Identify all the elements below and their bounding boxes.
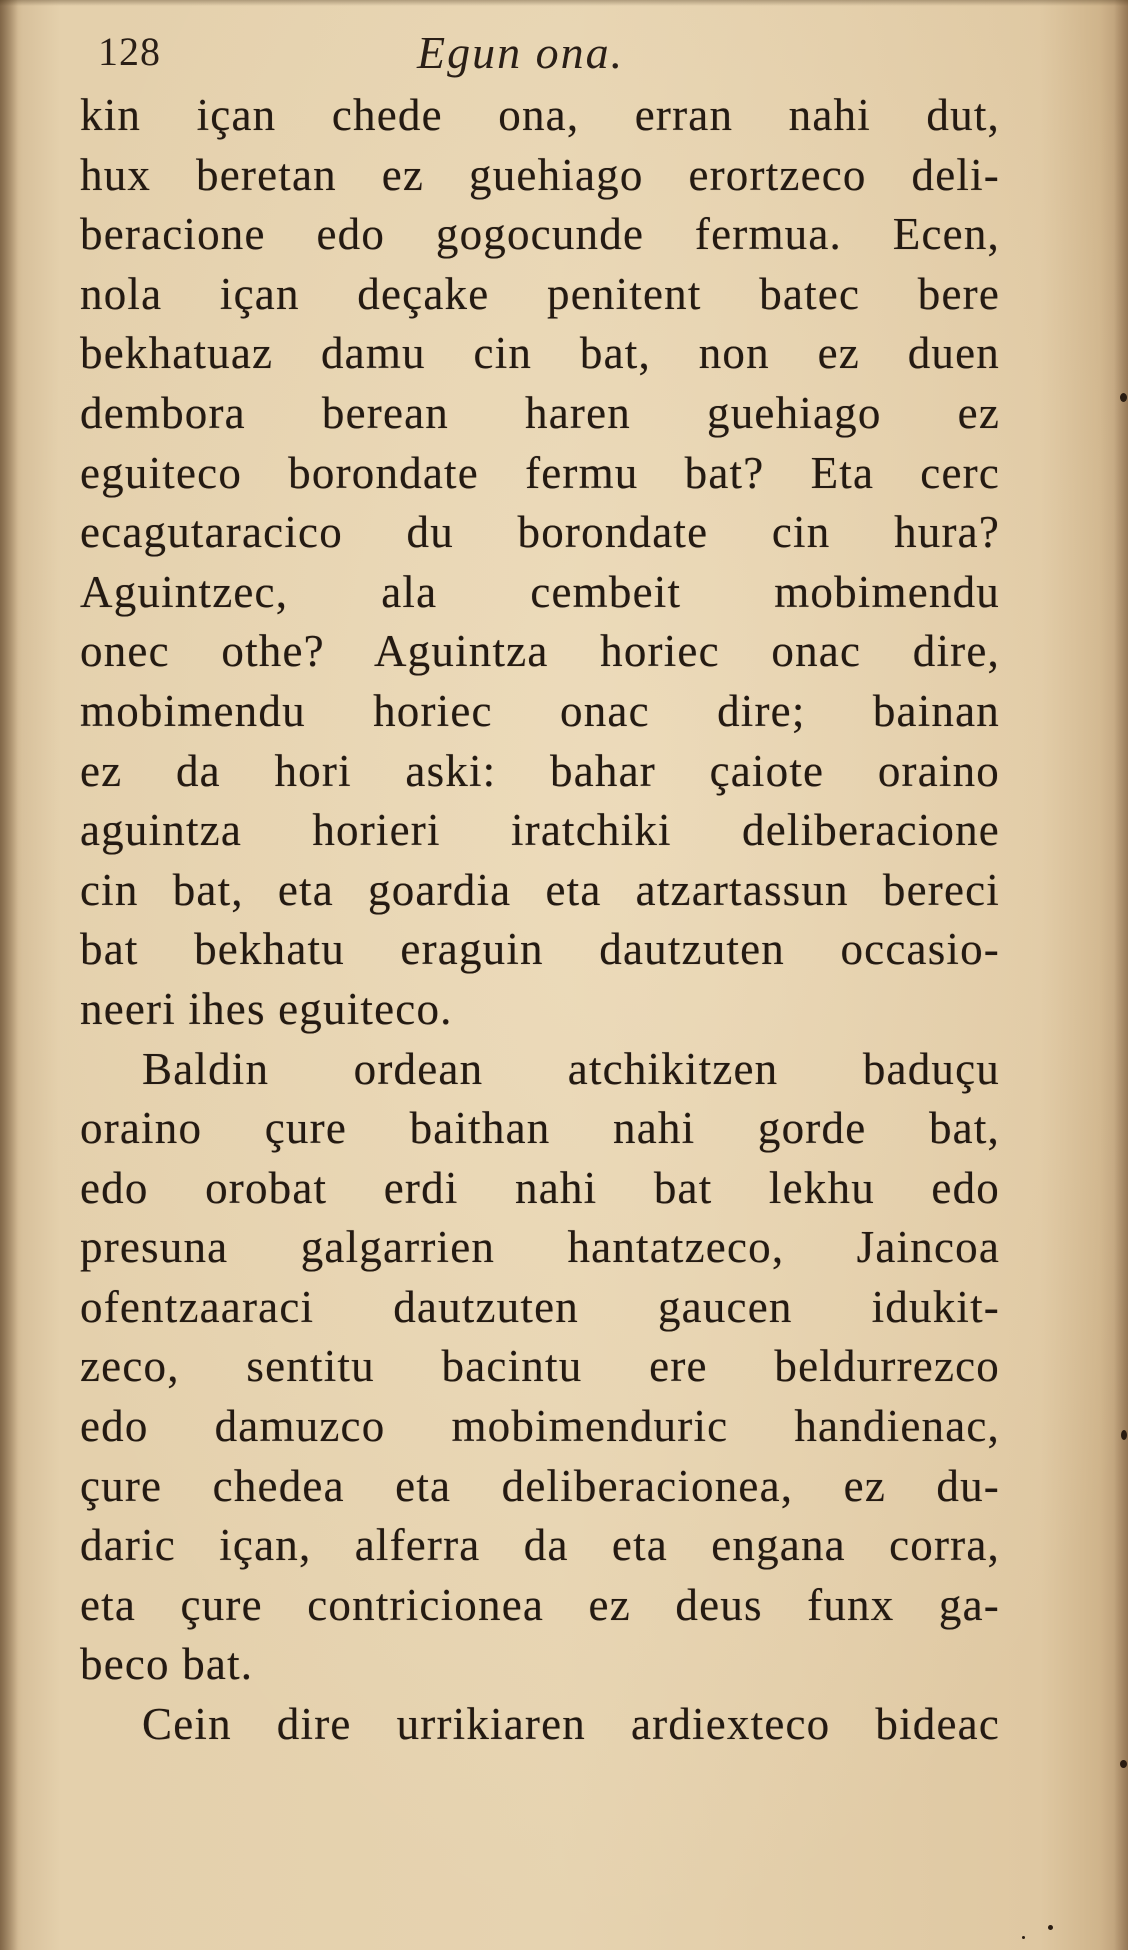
text-line: mobimendu horiec onac dire; bainan — [80, 685, 1000, 736]
text-line: edo damuzco mobimenduric handienac, — [80, 1401, 1000, 1452]
text-line: dembora berean haren guehiago ez — [80, 387, 1000, 438]
ink-spot — [1121, 1430, 1127, 1440]
text-line: bat bekhatu eraguin dautzuten occasio- — [80, 924, 1000, 975]
text-line: Aguintzec, ala cembeit mobimendu — [80, 566, 1000, 617]
text-line: oraino çure baithan nahi gorde bat, — [80, 1103, 1000, 1154]
text-line: zeco, sentitu bacintu ere beldurrezco — [80, 1341, 1000, 1392]
ink-spot — [1022, 1936, 1025, 1939]
text-line: presuna galgarrien hantatzeco, Jaincoa — [80, 1222, 1000, 1273]
text-line: aguintza horieri iratchiki deliberacione — [80, 805, 1000, 856]
text-line: eta çure contricionea ez deus funx ga- — [80, 1579, 1000, 1630]
ink-spot — [1048, 1925, 1053, 1930]
text-line: edo orobat erdi nahi bat lekhu edo — [80, 1162, 1000, 1213]
gutter-shadow — [0, 0, 18, 1950]
running-title: Egun ona. — [417, 27, 625, 78]
text-line: beracione edo gogocunde fermua. Ecen, — [80, 209, 1000, 260]
text-line: daric içan, alferra da eta engana corra, — [80, 1520, 1000, 1571]
ink-spot — [1120, 393, 1127, 402]
text-line: eguiteco borondate fermu bat? Eta cerc — [80, 447, 1000, 498]
paragraph-start-line: Baldin ordean atchikitzen baduçu — [142, 1043, 1000, 1094]
paragraph-end-line: beco bat. — [80, 1639, 254, 1690]
text-line: ez da hori aski: bahar çaiote oraino — [80, 745, 1000, 796]
right-edge-shadow — [1114, 0, 1128, 1950]
text-line: hux beretan ez guehiago erortzeco deli- — [80, 149, 1000, 200]
text-line: nola içan deçake penitent batec bere — [80, 268, 1000, 319]
ink-spot — [1120, 1760, 1127, 1768]
section-heading-line: Cein dire urrikiaren ardiexteco bideac — [142, 1699, 1000, 1750]
text-line: kin içan chede ona, erran nahi dut, — [80, 90, 1000, 140]
paragraph-end-line: neeri ihes eguiteco. — [80, 983, 453, 1034]
body-text — [80, 86, 1000, 1755]
text-line: çure chedea eta deliberacionea, ez du- — [80, 1460, 1000, 1511]
text-line: ofentzaaraci dautzuten gaucen idukit- — [80, 1281, 1000, 1332]
page-number: 128 — [98, 29, 161, 74]
text-line: bekhatuaz damu cin bat, non ez duen — [80, 328, 1000, 379]
text-line: onec othe? Aguintza horiec onac dire, — [80, 626, 1000, 677]
text-line: cin bat, eta goardia eta atzartassun bereci — [80, 864, 1000, 915]
page-header — [92, 22, 992, 82]
top-edge-shadow — [0, 0, 1128, 6]
text-line: ecagutaracico du borondate cin hura? — [80, 507, 1000, 558]
